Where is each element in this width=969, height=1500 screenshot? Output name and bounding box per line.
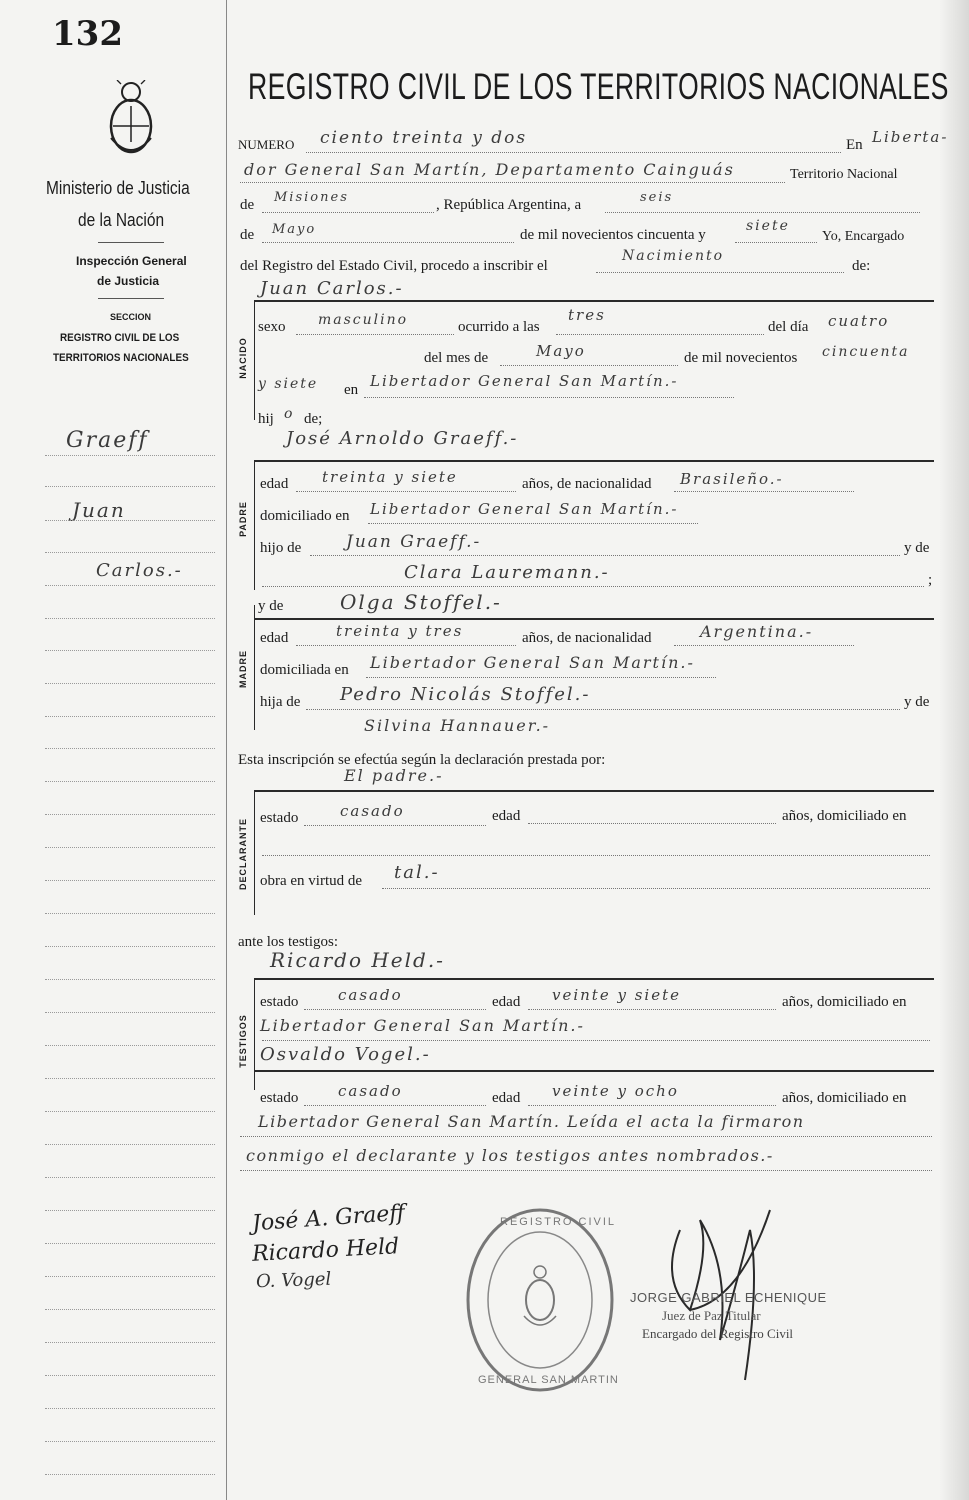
ministry-line-2: de la Nación [78, 210, 165, 230]
de-label-2: de [240, 227, 255, 243]
year-prefix-label: de mil novecientos cincuenta y [520, 227, 706, 243]
registered-name: Juan Carlos.- [260, 278, 404, 299]
sidebar-divider [226, 0, 227, 1500]
mother-domicile-value: Libertador General San Martín.- [370, 653, 695, 672]
signature-witness-2: O. Vogel [255, 1268, 332, 1293]
ocurrido-label: ocurrido a las [458, 319, 540, 335]
hour-value: tres [568, 306, 606, 324]
page-number: 132 [52, 14, 123, 54]
witness2-estado-label: estado [260, 1090, 299, 1106]
witnesses-intro: ante los testigos: [238, 934, 338, 950]
de-label: de [240, 197, 255, 213]
birth-month-value: Mayo [536, 342, 586, 360]
section-label: SECCION [110, 312, 152, 322]
day-value: seis [640, 190, 674, 205]
numero-value: ciento treinta y dos [320, 128, 528, 148]
year-value: siete [746, 218, 790, 234]
closing-line-1: Libertador General San Martín. Leída el acta la firmaron [258, 1112, 805, 1131]
act-value: Nacimiento [622, 248, 725, 264]
declarant-value: El padre.- [344, 766, 444, 785]
en-label: en [344, 382, 359, 398]
numero-label: NUMERO [238, 137, 295, 152]
witness2-estado-value: casado [338, 1082, 403, 1100]
ministry-line-1: Ministerio de Justicia [46, 178, 190, 198]
official-title-1: Juez de Paz Titular [662, 1308, 761, 1323]
signature-father: José A. Graeff [251, 1200, 406, 1237]
nacido-section-label: NACIDO [238, 337, 248, 379]
margin-given-name-1: Juan [72, 498, 126, 522]
sidebar-separator [98, 298, 164, 299]
signature-witness-1: Ricardo Held [251, 1234, 400, 1267]
coat-of-arms-icon [103, 80, 159, 160]
yo-label: Yo, Encargado [822, 229, 905, 244]
maternal-grandmother-value: Silvina Hannauer.- [364, 716, 551, 735]
declarant-estado-label: estado [260, 810, 299, 826]
birth-year-value-a: cincuenta [822, 344, 910, 360]
sexo-value: masculino [318, 312, 409, 328]
seal-text-top: REGISTRO CIVIL [500, 1216, 617, 1228]
del-dia-label: del día [768, 319, 809, 335]
father-age-value: treinta y siete [322, 468, 458, 486]
witness1-anos-label: años, domiciliado en [782, 994, 907, 1010]
hijo-de-label: de; [304, 411, 323, 427]
mother-domiciliada-label: domiciliada en [260, 662, 349, 678]
father-hijo-de-label: hijo de [260, 540, 302, 556]
official-title-2: Encargado del Registro Civil [642, 1326, 794, 1341]
mother-y-de-label-2: y de [904, 694, 930, 710]
father-nacionalidad-label: años, de nacionalidad [522, 476, 652, 492]
father-edad-label: edad [260, 476, 289, 492]
father-nationality-value: Brasileño.- [680, 470, 784, 488]
place-value-a: Liberta- [872, 128, 949, 146]
year-label: de mil novecientos [684, 350, 798, 366]
closing-line-2: conmigo el declarante y los testigos antes nombrados.- [246, 1146, 774, 1165]
birth-year-value-b: y siete [258, 376, 319, 392]
inspection-line-2: de Justicia [97, 274, 160, 288]
paternal-grandmother-value: Clara Lauremann.- [404, 562, 610, 583]
mother-name: Olga Stoffel.- [340, 590, 502, 614]
del-registro-label: del Registro del Estado Civil, procedo a inscribir el [240, 258, 548, 274]
declaration-intro: Esta inscripción se efectúa según la declaración prestada por: [238, 752, 606, 768]
witness2-edad-label: edad [492, 1090, 521, 1106]
madre-section-label: MADRE [238, 650, 248, 688]
declarant-edad-label: edad [492, 808, 521, 824]
mother-edad-label: edad [260, 630, 289, 646]
republica-label: , República Argentina, a [436, 197, 582, 213]
registry-seal [460, 1200, 620, 1400]
seal-text-bottom: GENERAL SAN MARTIN [478, 1374, 619, 1386]
obra-value: tal.- [394, 862, 440, 883]
section-line-1: REGISTRO CIVIL DE LOS [60, 332, 180, 344]
page-edge-shadow [939, 0, 969, 1500]
witness1-estado-label: estado [260, 994, 299, 1010]
obra-label: obra en virtud de [260, 873, 363, 889]
testigos-section-label: TESTIGOS [238, 1014, 248, 1068]
en-label: En [846, 137, 863, 153]
witness1-domicile-value: Libertador General San Martín.- [260, 1016, 585, 1035]
mother-y-de-label: y de [258, 598, 284, 614]
declarante-section-label: DECLARANTE [238, 818, 248, 890]
witness1-estado-value: casado [338, 986, 403, 1004]
declarant-anos-label: años, domiciliado en [782, 808, 907, 824]
mother-nationality-value: Argentina.- [700, 622, 814, 641]
declarant-estado-value: casado [340, 802, 405, 820]
birth-place-value: Libertador General San Martín.- [370, 372, 679, 390]
territorio-label: Territorio Nacional [790, 167, 898, 182]
mother-nacionalidad-label: años, de nacionalidad [522, 630, 652, 646]
witness1-name: Ricardo Held.- [270, 948, 445, 972]
mother-hija-de-label: hija de [260, 694, 301, 710]
de-colon-label: de: [852, 258, 871, 274]
hijo-suffix: o [284, 406, 295, 422]
section-line-2: TERRITORIOS NACIONALES [53, 352, 189, 364]
margin-surname: Graeff [66, 428, 149, 453]
mother-age-value: treinta y tres [336, 622, 464, 640]
place-value-b: dor General San Martín, Departamento Cainguás [244, 160, 735, 179]
witness2-name: Osvaldo Vogel.- [260, 1044, 431, 1065]
territory-value: Misiones [274, 190, 349, 205]
official-name: JORGE GABRIEL ECHENIQUE [630, 1290, 827, 1305]
witness2-anos-label: años, domiciliado en [782, 1090, 907, 1106]
padre-section-label: PADRE [238, 501, 248, 537]
father-y-de-label: y de [904, 540, 930, 556]
maternal-grandfather-value: Pedro Nicolás Stoffel.- [340, 684, 591, 705]
sexo-label: sexo [258, 319, 286, 335]
month-value: Mayo [272, 222, 317, 237]
del-mes-label: del mes de [424, 350, 489, 366]
register-title: REGISTRO CIVIL DE LOS TERRITORIOS NACIONALES [248, 66, 949, 107]
father-name: José Arnoldo Graeff.- [286, 428, 519, 449]
witness1-edad-label: edad [492, 994, 521, 1010]
margin-given-name-2: Carlos.- [96, 560, 183, 581]
hijo-label: hij [258, 411, 274, 427]
father-semicolon: ; [928, 572, 933, 588]
witness1-age-value: veinte y siete [552, 986, 682, 1004]
paternal-grandfather-value: Juan Graeff.- [346, 532, 482, 552]
sidebar-separator [98, 242, 164, 243]
witness2-age-value: veinte y ocho [552, 1082, 679, 1100]
father-domicile-value: Libertador General San Martín.- [370, 500, 679, 518]
inspection-line-1: Inspección General [76, 254, 187, 268]
birth-day-value: cuatro [828, 312, 890, 330]
father-domiciliado-label: domiciliado en [260, 508, 350, 524]
